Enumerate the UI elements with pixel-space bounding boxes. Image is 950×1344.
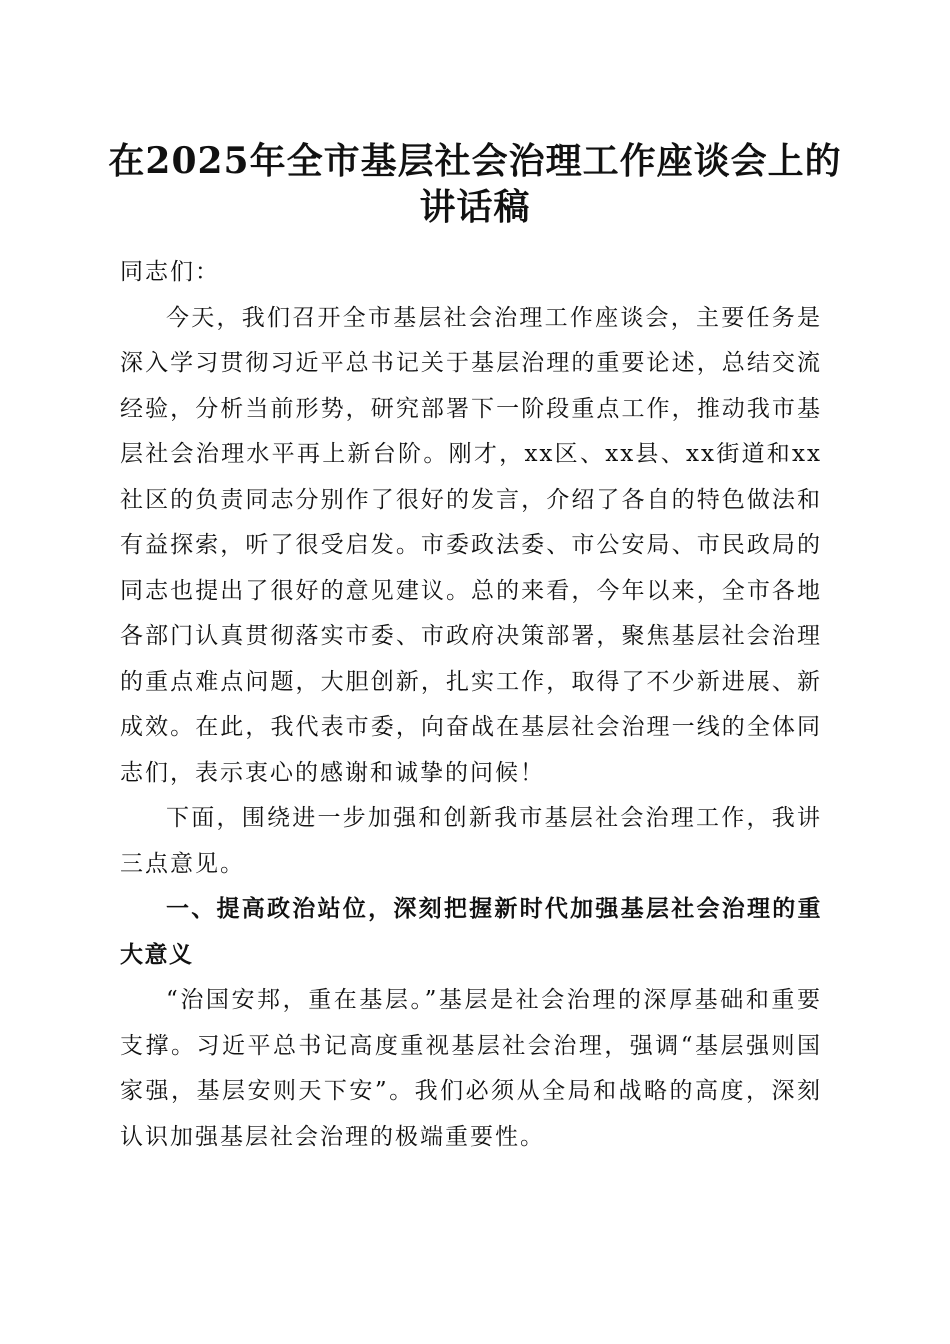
document-body xyxy=(120,250,822,1160)
section-heading-1: 一、提高政治站位，深刻把握新时代加强基层社会治理的重大意义 xyxy=(120,896,822,968)
section-1-paragraph: “治国安邦，重在基层。”基层是社会治理的深厚基础和重要支撑。习近平总书记高度重视基层社会治理，强调“基层强则国家强，基层安则天下安”。我们必须从全局和战略的高度，深刻认识加强基层社会治理的极端重要性。 xyxy=(120,987,822,1150)
salutation: 同志们： xyxy=(120,259,220,285)
paragraph-opening: 今天，我们召开全市基层社会治理工作座谈会，主要任务是深入学习贯彻习近平总书记关于基层治理的重要论述，总结交流经验，分析当前形势，研究部署下一阶段重点工作，推动我市基层社会治理水平再上新台阶。刚才，xx区、xx县、xx街道和xx社区的负责同志分别作了很好的发言，介绍了各自的特色做法和有益探索，听了很受启发。市委政法委、市公安局、市民政局的同志也提出了很好的意见建议。总的来看，今年以来，全市各地各部门认真贯彻落实市委、市政府决策部署，聚焦基层社会治理的重点难点问题，大胆创新，扎实工作，取得了不少新进展、新成效。在此，我代表市委，向奋战在基层社会治理一线的全体同志们，表示衷心的感谢和诚挚的问候！ xyxy=(120,304,822,786)
document-title-line-1: 在2025年全市基层社会治理工作座谈会上的 xyxy=(108,140,842,182)
paragraph-outline: 下面，围绕进一步加强和创新我市基层社会治理工作，我讲三点意见。 xyxy=(120,805,822,877)
document-title-line-2: 讲话稿 xyxy=(419,186,531,228)
